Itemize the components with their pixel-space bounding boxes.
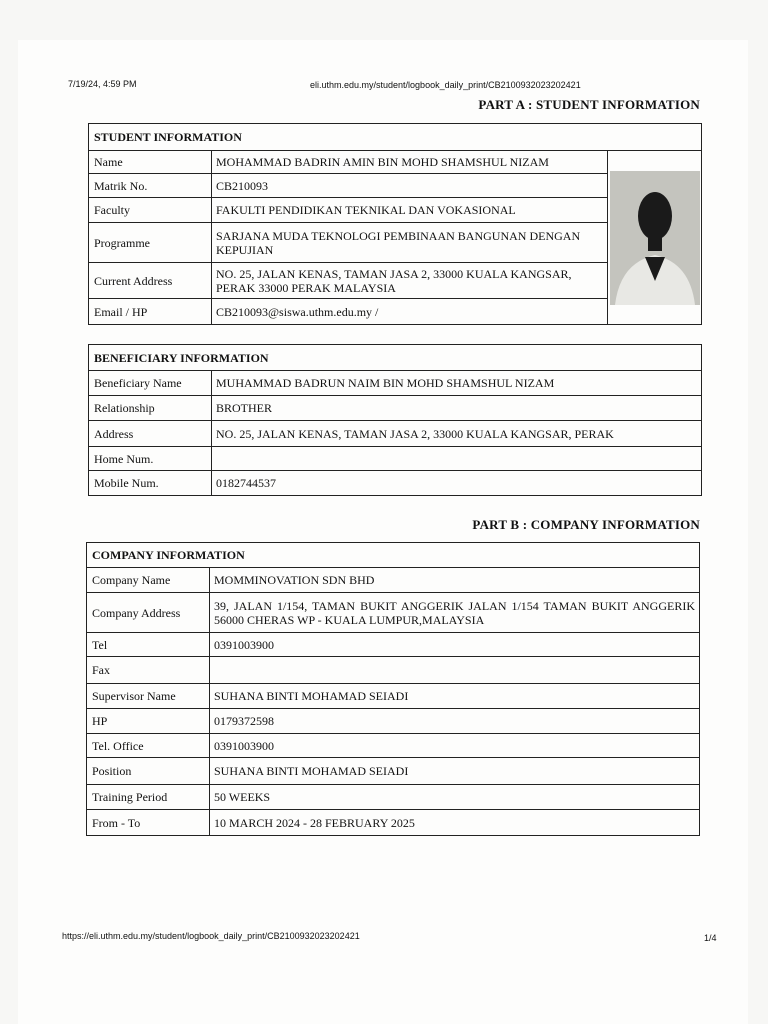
company-tel-office-label: Tel. Office (87, 734, 210, 758)
company-position-label: Position (87, 758, 210, 785)
company-hp-value: 0179372598 (210, 709, 700, 734)
company-hp-label: HP (87, 709, 210, 734)
company-address-label: Company Address (87, 593, 210, 633)
student-info-table (88, 123, 702, 325)
company-info-table (86, 542, 700, 836)
company-from-to-value: 10 MARCH 2024 - 28 FEBRUARY 2025 (210, 810, 700, 836)
student-matrik-value: CB210093 (212, 174, 608, 198)
company-tel-label: Tel (87, 633, 210, 657)
student-matrik-label: Matrik No. (89, 174, 212, 198)
student-address-value: NO. 25, JALAN KENAS, TAMAN JASA 2, 33000 KUALA KANGSAR, PERAK 33000 PERAK MALAYSIA (212, 263, 608, 299)
print-url: eli.uthm.edu.my/student/logbook_daily_print/CB2100932023202421 (310, 80, 581, 90)
company-training-period-label: Training Period (87, 785, 210, 810)
company-supervisor-label: Supervisor Name (87, 684, 210, 709)
student-address-label: Current Address (89, 263, 212, 299)
footer-url: https://eli.uthm.edu.my/student/logbook_daily_print/CB2100932023202421 (62, 931, 360, 941)
company-training-period-value: 50 WEEKS (210, 785, 700, 810)
company-fax-value (210, 657, 700, 684)
student-name-value: MOHAMMAD BADRIN AMIN BIN MOHD SHAMSHUL NIZAM (212, 151, 608, 174)
page-number: 1/4 (704, 933, 717, 943)
student-info-title: STUDENT INFORMATION (89, 124, 702, 151)
beneficiary-home-label: Home Num. (89, 447, 212, 471)
company-info-title: COMPANY INFORMATION (87, 543, 700, 568)
beneficiary-info-title: BENEFICIARY INFORMATION (89, 345, 702, 371)
part-a-title: PART A : STUDENT INFORMATION (478, 97, 700, 112)
student-faculty-value: FAKULTI PENDIDIKAN TEKNIKAL DAN VOKASIONAL (212, 198, 608, 223)
company-name-value: MOMMINOVATION SDN BHD (210, 568, 700, 593)
student-programme-value: SARJANA MUDA TEKNOLOGI PEMBINAAN BANGUNAN DENGAN KEPUJIAN (212, 223, 608, 263)
company-tel-office-value: 0391003900 (210, 734, 700, 758)
student-programme-label: Programme (89, 223, 212, 263)
student-email-label: Email / HP (89, 299, 212, 325)
beneficiary-info-table (88, 344, 702, 496)
beneficiary-relationship-label: Relationship (89, 396, 212, 421)
company-fax-label: Fax (87, 657, 210, 684)
beneficiary-mobile-value: 0182744537 (212, 471, 702, 496)
company-tel-value: 0391003900 (210, 633, 700, 657)
beneficiary-address-label: Address (89, 421, 212, 447)
company-name-label: Company Name (87, 568, 210, 593)
student-email-value: CB210093@siswa.uthm.edu.my / (212, 299, 608, 325)
company-supervisor-value: SUHANA BINTI MOHAMAD SEIADI (210, 684, 700, 709)
student-photo-cell (608, 151, 702, 325)
student-photo (610, 171, 700, 305)
company-address-value: 39, JALAN 1/154, TAMAN BUKIT ANGGERIK JALAN 1/154 TAMAN BUKIT ANGGERIK 56000 CHERAS WP - KUALA LUMPUR,MALAYSIA (210, 593, 700, 633)
student-faculty-label: Faculty (89, 198, 212, 223)
company-position-value: SUHANA BINTI MOHAMAD SEIADI (210, 758, 700, 785)
part-b-title: PART B : COMPANY INFORMATION (472, 517, 700, 532)
company-from-to-label: From - To (87, 810, 210, 836)
beneficiary-name-label: Beneficiary Name (89, 371, 212, 396)
beneficiary-address-value: NO. 25, JALAN KENAS, TAMAN JASA 2, 33000 KUALA KANGSAR, PERAK (212, 421, 702, 447)
student-name-label: Name (89, 151, 212, 174)
beneficiary-home-value (212, 447, 702, 471)
beneficiary-relationship-value: BROTHER (212, 396, 702, 421)
print-datetime: 7/19/24, 4:59 PM (68, 79, 137, 89)
beneficiary-name-value: MUHAMMAD BADRUN NAIM BIN MOHD SHAMSHUL NIZAM (212, 371, 702, 396)
beneficiary-mobile-label: Mobile Num. (89, 471, 212, 496)
